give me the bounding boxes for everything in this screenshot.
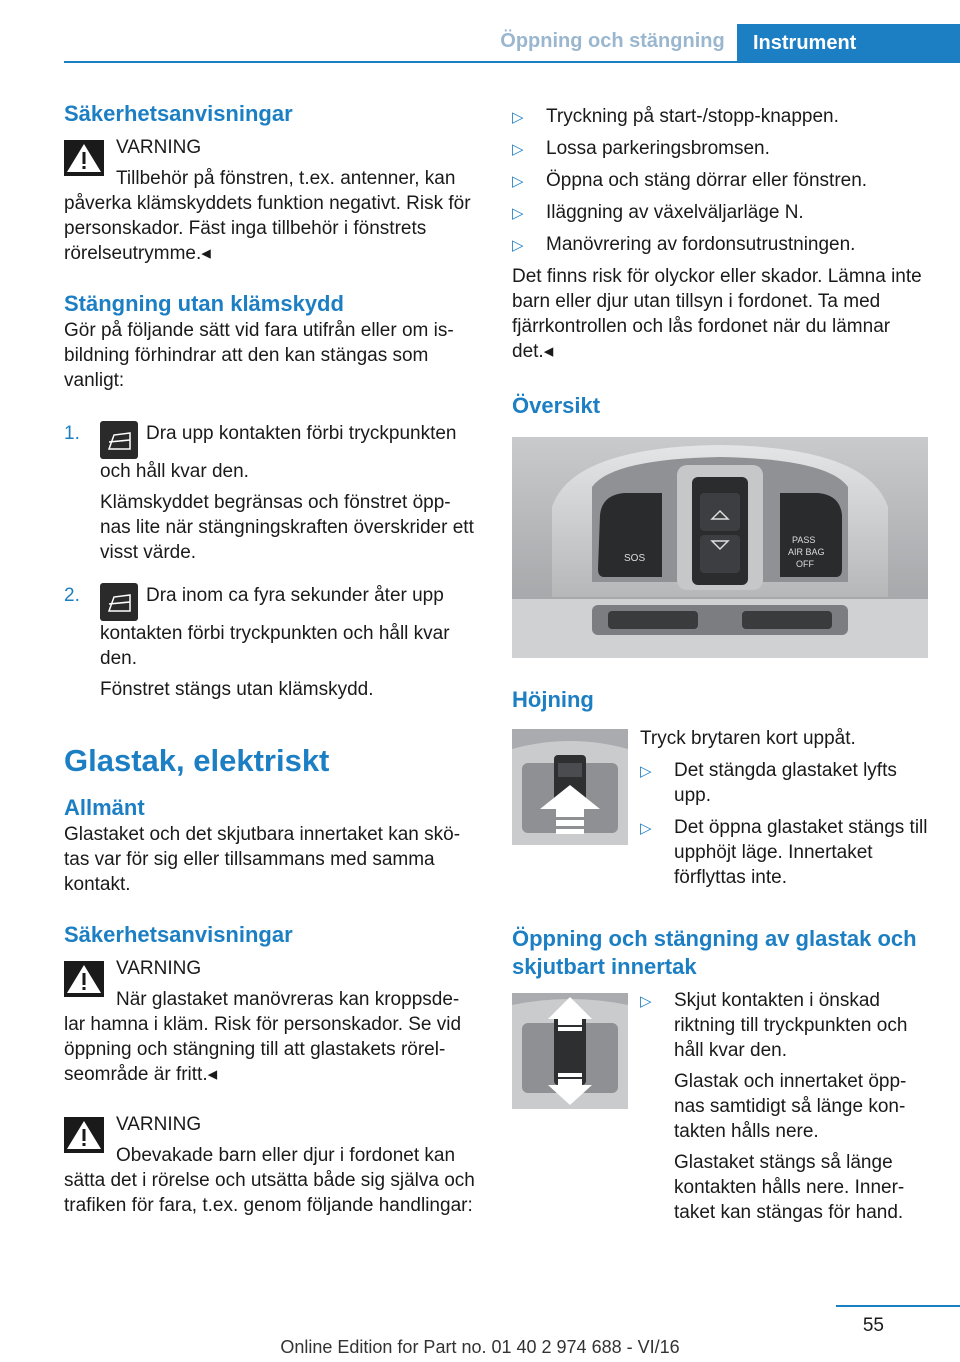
heading-safety: Säkerhetsanvisningar <box>64 922 293 947</box>
warning-icon <box>64 140 104 176</box>
step-number: 1. <box>64 423 80 444</box>
triangle-bullet-icon: ▷ <box>512 237 524 254</box>
section-title: Öppning och stängning <box>500 30 725 52</box>
list-item: ▷ Det stängda glastaket lyfts upp. <box>640 760 897 806</box>
off-label: OFF <box>796 559 814 569</box>
warning-icon <box>64 1117 104 1153</box>
right-column-lower <box>512 686 928 714</box>
overhead-console-photo <box>512 437 928 658</box>
paragraph: Glastak och innertaket öpp-nas samtidigt så länge kon-takten hålls nere. <box>674 1071 907 1142</box>
list-item: ▷ Manövrering av fordonsutrustningen. <box>512 232 928 257</box>
sos-label: SOS <box>624 553 646 564</box>
warning-icon <box>64 961 104 997</box>
window-switch-icon <box>100 421 138 459</box>
triangle-bullet-icon: ▷ <box>640 763 652 780</box>
paragraph: Gör på följande sätt vid fara utifrån eller om is-bildning förhindrar att den kan stängas som vanligt: <box>64 320 454 391</box>
step-text: Dra inom ca fyra sekunder åter upp kontakten förbi tryckpunkten och håll kvar den. <box>100 585 450 669</box>
heading-open-close: Öppning och stängning av glastak och skjutbart innertak <box>512 926 917 979</box>
paragraph: Glastaket och det skjutbara innertaket kan skö-tas var för sig eller tillsammans med samma kontakt. <box>64 824 461 895</box>
paragraph: Tryck brytaren kort uppåt. <box>640 728 856 749</box>
triangle-bullet-icon: ▷ <box>640 820 652 837</box>
step-note: Fönstret stängs utan klämskydd. <box>100 679 374 700</box>
heading-sunroof: Glastak, elektriskt <box>64 743 330 778</box>
warning-block <box>64 1111 478 1218</box>
list-item: ▷ Det öppna glastaket stängs till upphöjt läge. Innertaket förflyttas inte. <box>640 817 928 888</box>
right-column <box>512 104 928 420</box>
warning-text: Obevakade barn eller djur i fordonet kan sätta det i rörelse och utsätta både sig själva och trafiken för fara, t.ex. genom följande handlingar: <box>64 1145 475 1216</box>
triangle-bullet-icon: ▷ <box>512 141 524 158</box>
heading-safety: Säkerhetsanvisningar <box>64 101 293 126</box>
triangle-bullet-icon: ▷ <box>512 173 524 190</box>
step-item <box>64 583 478 702</box>
warning-block <box>64 955 478 1087</box>
triangle-bullet-icon: ▷ <box>640 993 652 1010</box>
header-rule <box>64 61 960 63</box>
step-item <box>64 421 478 565</box>
heading-no-clamp: Stängning utan klämskydd <box>64 291 344 316</box>
heading-open-close-block <box>512 925 928 981</box>
heading-general: Allmänt <box>64 795 145 820</box>
page-number: 55 <box>862 1315 884 1336</box>
step-number: 2. <box>64 585 80 606</box>
triangle-bullet-icon: ▷ <box>512 205 524 222</box>
list-item: ▷ Tryckning på start-/stopp-knappen. <box>512 104 928 129</box>
paragraph: Det finns risk för olyckor eller skador. Lämna inte barn eller djur utan tillsyn i fordonet. Ta med fjärrkontrollen och lås fordonet när du lämnar det.◂ <box>512 266 922 362</box>
open-close-switch-photo <box>512 993 628 1109</box>
open-close-text-block <box>640 988 928 1225</box>
paragraph: Glastaket stängs så länge kontakten hålls nere. Inner-taket kan stängas för hand. <box>674 1152 905 1223</box>
triangle-bullet-icon: ▷ <box>512 109 524 126</box>
warning-text: Tillbehör på fönstren, t.ex. antenner, kan påverka klämskyddets funktion negativt. Risk för personskador. Fäst inga tillbehör i fönstrets rörelseutrymme.◂ <box>64 168 471 264</box>
heading-overview: Översikt <box>512 393 601 418</box>
list-item: ▷ Skjut kontakten i önskad riktning till tryckpunkten och håll kvar den. <box>640 990 908 1061</box>
warning-text: När glastaket manövreras kan kroppsde-lar hamna i kläm. Risk för personskador. Se vid öppning och stängning till att glastakets rörel-seområde är fritt.◂ <box>64 989 462 1085</box>
pass-label: PASS <box>792 535 816 545</box>
step-note: Klämskyddet begränsas och fönstret öpp-nas lite när stängningskraften överskrider ett visst värde. <box>100 492 474 563</box>
page-header <box>0 0 960 62</box>
list-item: ▷ Öppna och stäng dörrar eller fönstren. <box>512 168 928 193</box>
footer-rule <box>836 1305 960 1307</box>
raise-text-block <box>640 726 928 890</box>
heading-raise: Höjning <box>512 687 594 712</box>
raise-switch-photo <box>512 729 628 845</box>
left-column <box>64 100 478 1218</box>
list-item: ▷ Iläggning av växelväljarläge N. <box>512 200 928 225</box>
window-switch-icon <box>100 583 138 621</box>
warning-block <box>64 134 478 266</box>
list-item: ▷ Lossa parkeringsbromsen. <box>512 136 928 161</box>
edition-footer: Online Edition for Part no. 01 40 2 974 688 - VI/16 <box>280 1337 680 1357</box>
warning-label: VARNING <box>116 1114 202 1135</box>
warning-label: VARNING <box>116 958 202 979</box>
airbag-label: AIR BAG <box>788 547 825 557</box>
chapter-tab: Instrument <box>737 24 960 63</box>
warning-label: VARNING <box>116 137 202 158</box>
step-text: Dra upp kontakten förbi tryckpunkten och håll kvar den. <box>100 423 457 482</box>
